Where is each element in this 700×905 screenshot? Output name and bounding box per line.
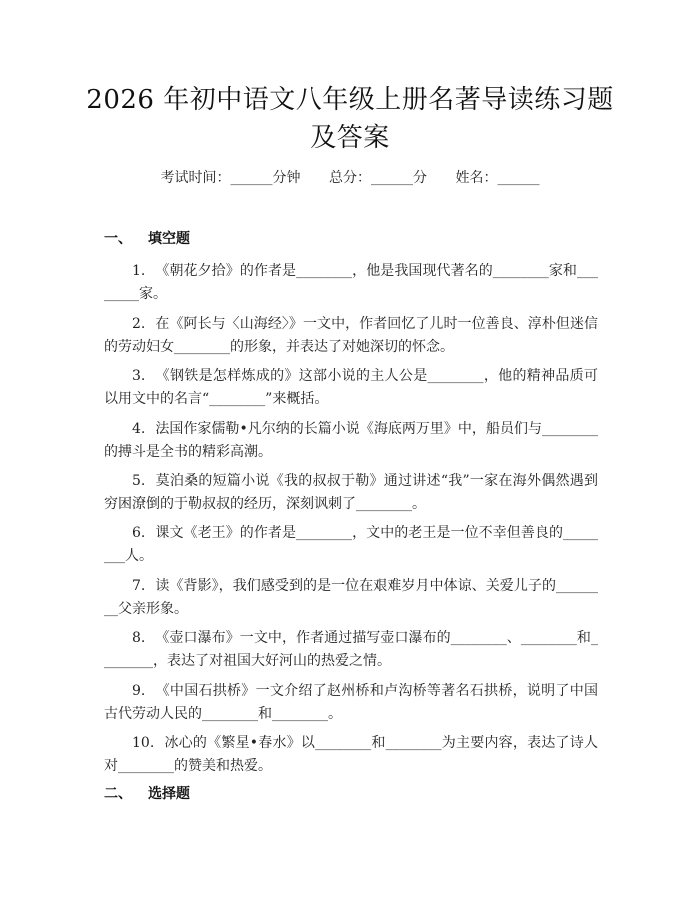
total-score-field: 总分：______分 [329,170,427,186]
exam-info [0,168,700,188]
question-text: 冰心的《繁星•春水》以________和________为主要内容，表达了诗人对________的赞美和热爱。 [104,735,598,774]
question-item [104,732,598,778]
question-text: 《朝花夕拾》的作者是________，他是我国现代著名的________家和________家。 [104,263,598,302]
question-item [104,470,598,516]
question-text: 《中国石拱桥》一文介绍了赵州桥和卢沟桥等著名石拱桥，说明了中国古代劳动人民的________和________。 [104,683,598,722]
section-title-fill-blank [104,229,190,249]
exam-time-field: 考试时间：______分钟 [160,170,301,186]
question-item [104,365,598,411]
question-number: 3. [132,368,146,384]
section-label: 选择题 [148,786,190,802]
question-number: 9. [132,683,146,699]
section-title-multiple-choice [104,784,190,804]
question-number: 2. [132,316,146,332]
question-item [104,680,598,726]
question-text: 法国作家儒勒•凡尔纳的长篇小说《海底两万里》中，船员们与________的搏斗是全书的精彩高潮。 [104,421,598,460]
question-item [104,575,598,621]
section-number: 二、 [104,786,132,802]
question-number: 1. [132,263,146,279]
name-field: 姓名：______ [455,170,540,186]
question-number: 4. [132,421,146,437]
question-text: 《壶口瀑布》一文中，作者通过描写壶口瀑布的________、________和________，表达了对祖国大好河山的热爱之情。 [104,630,598,669]
section-label: 填空题 [148,231,190,247]
section-number: 一、 [104,231,132,247]
question-number: 10. [132,735,155,751]
question-item [104,313,598,359]
question-item [104,418,598,464]
question-text: 《钢铁是怎样炼成的》这部小说的主人公是________，他的精神品质可以用文中的名言“________”来概括。 [104,368,598,407]
question-item [104,522,598,568]
question-item [104,627,598,673]
question-number: 5. [132,473,146,489]
question-text: 课文《老王》的作者是________，文中的老王是一位不幸但善良的________人。 [104,525,598,564]
question-number: 8. [132,630,146,646]
question-text: 读《背影》，我们感受到的是一位在艰难岁月中体谅、关爱儿子的________父亲形象。 [104,578,598,617]
question-number: 6. [132,525,146,541]
document-title-line2: 及答案 [310,123,390,153]
question-text: 在《阿长与〈山海经〉》一文中，作者回忆了儿时一位善良、淳朴但迷信的劳动妇女________的形象，并表达了对她深切的怀念。 [104,316,598,355]
question-text: 莫泊桑的短篇小说《我的叔叔于勒》通过讲述“我”一家在海外偶然遇到穷困潦倒的于勒叔叔的经历，深刻讽刺了________。 [104,473,598,512]
document-title-line1: 2026 年初中语文八年级上册名著导读练习题 [86,85,614,115]
question-number: 7. [132,578,146,594]
question-item [104,260,598,306]
